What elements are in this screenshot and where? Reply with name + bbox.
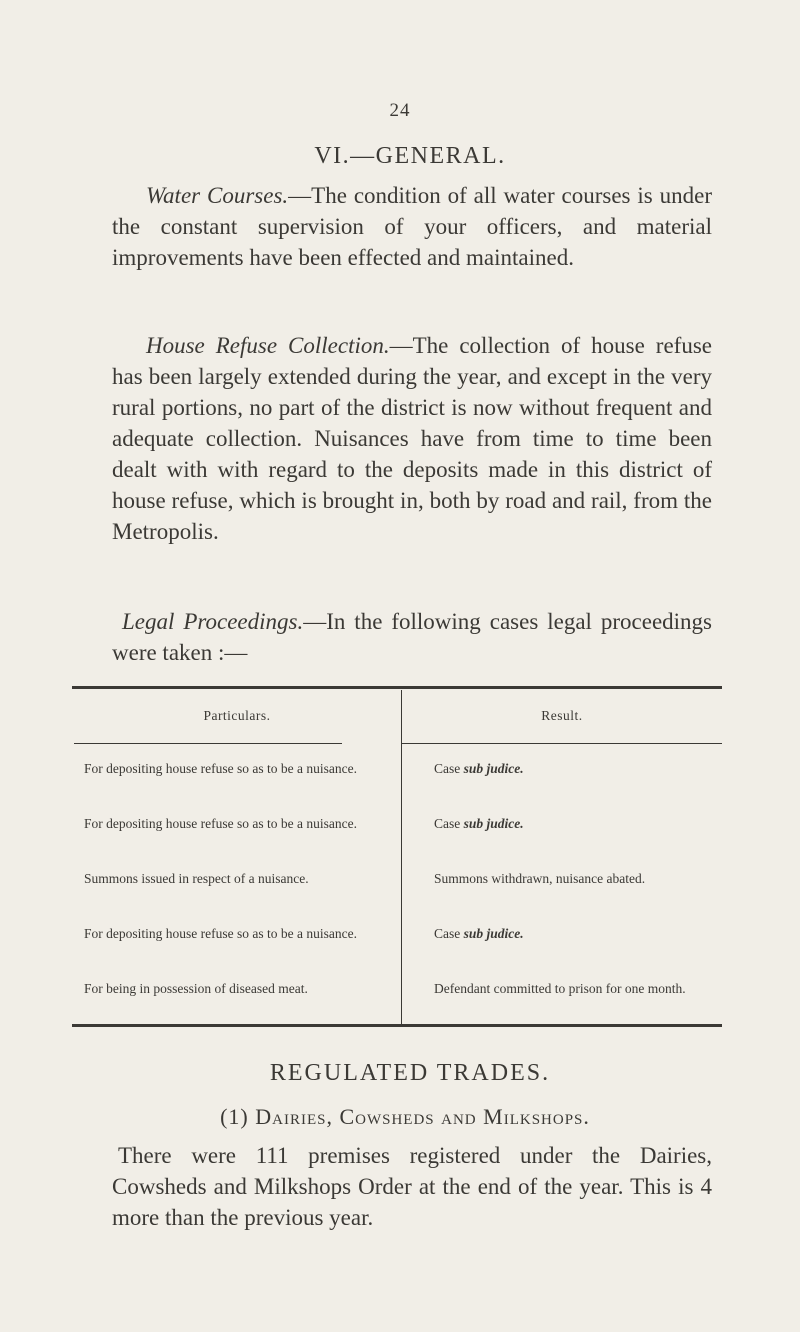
house-refuse-text: —The collection of house refuse has been largely extended during the year, and except in the very rural portions, no part of the district is now without frequent and adequate collection. Nuisances have from time to time been dealt with with regard to the deposits made in this district of house refuse, which is brought in, both by road and rail, from the Metropolis.: [112, 333, 712, 544]
row-result-text: Case: [434, 816, 461, 831]
row-result-text: Defendant committed to prison for one month.: [434, 981, 686, 996]
table-top-rule: [72, 686, 722, 689]
table-header-particulars: Particulars.: [203, 708, 271, 723]
legal-proceedings-heading: Legal Proceedings.: [122, 609, 304, 634]
table-header-result: Result.: [541, 708, 583, 723]
legal-proceedings-text: —In the following cases legal proceedings were taken :—: [112, 609, 712, 665]
house-refuse-heading: House Refuse Collection.: [146, 333, 390, 358]
row-result: [422, 980, 722, 997]
row-result-text: Case: [434, 761, 461, 776]
regulated-trades-subtitle: (1) Dairies, Cowsheds and Milkshops.: [220, 1104, 590, 1129]
section-title: VI.—GENERAL.: [314, 143, 506, 169]
water-courses-text: —The condition of all water courses is under the constant supervision of your officers, and material improvements have been effected and maintained.: [112, 183, 713, 270]
table-bottom-rule: [72, 1024, 722, 1027]
row-result-italic: sub judice.: [463, 926, 524, 941]
row-result-text: Case: [434, 926, 461, 941]
row-particulars: For being in possession of diseased meat.: [84, 981, 308, 996]
page-number: 24: [389, 100, 411, 121]
header-rule-right: [402, 743, 722, 744]
house-refuse-paragraph: [112, 330, 712, 547]
regulated-trades-title: REGULATED TRADES.: [269, 1060, 551, 1086]
row-particulars: For depositing house refuse so as to be a nuisance.: [84, 816, 357, 831]
row-result: [422, 870, 722, 887]
row-result-italic: sub judice.: [463, 761, 524, 776]
row-particulars: Summons issued in respect of a nuisance.: [84, 871, 309, 886]
row-particulars: For depositing house refuse so as to be a nuisance.: [84, 926, 357, 941]
water-courses-paragraph: [112, 180, 712, 273]
header-rule-left: [74, 743, 342, 744]
water-courses-heading: Water Courses.: [146, 183, 289, 208]
row-result: [422, 815, 722, 832]
table-column-divider: [401, 690, 402, 1025]
row-particulars: For depositing house refuse so as to be a nuisance.: [84, 761, 357, 776]
row-result-italic: sub judice.: [463, 816, 524, 831]
row-result: [422, 925, 722, 942]
regulated-trades-paragraph: There were 111 premises registered under the Dairies, Cowsheds and Milkshops Order at the end of the year. This is 4 more than the previous year.: [112, 1143, 712, 1230]
row-result-text: Summons withdrawn, nuisance abated.: [434, 871, 646, 886]
row-result: [422, 760, 722, 777]
legal-proceedings-paragraph: [112, 606, 712, 668]
